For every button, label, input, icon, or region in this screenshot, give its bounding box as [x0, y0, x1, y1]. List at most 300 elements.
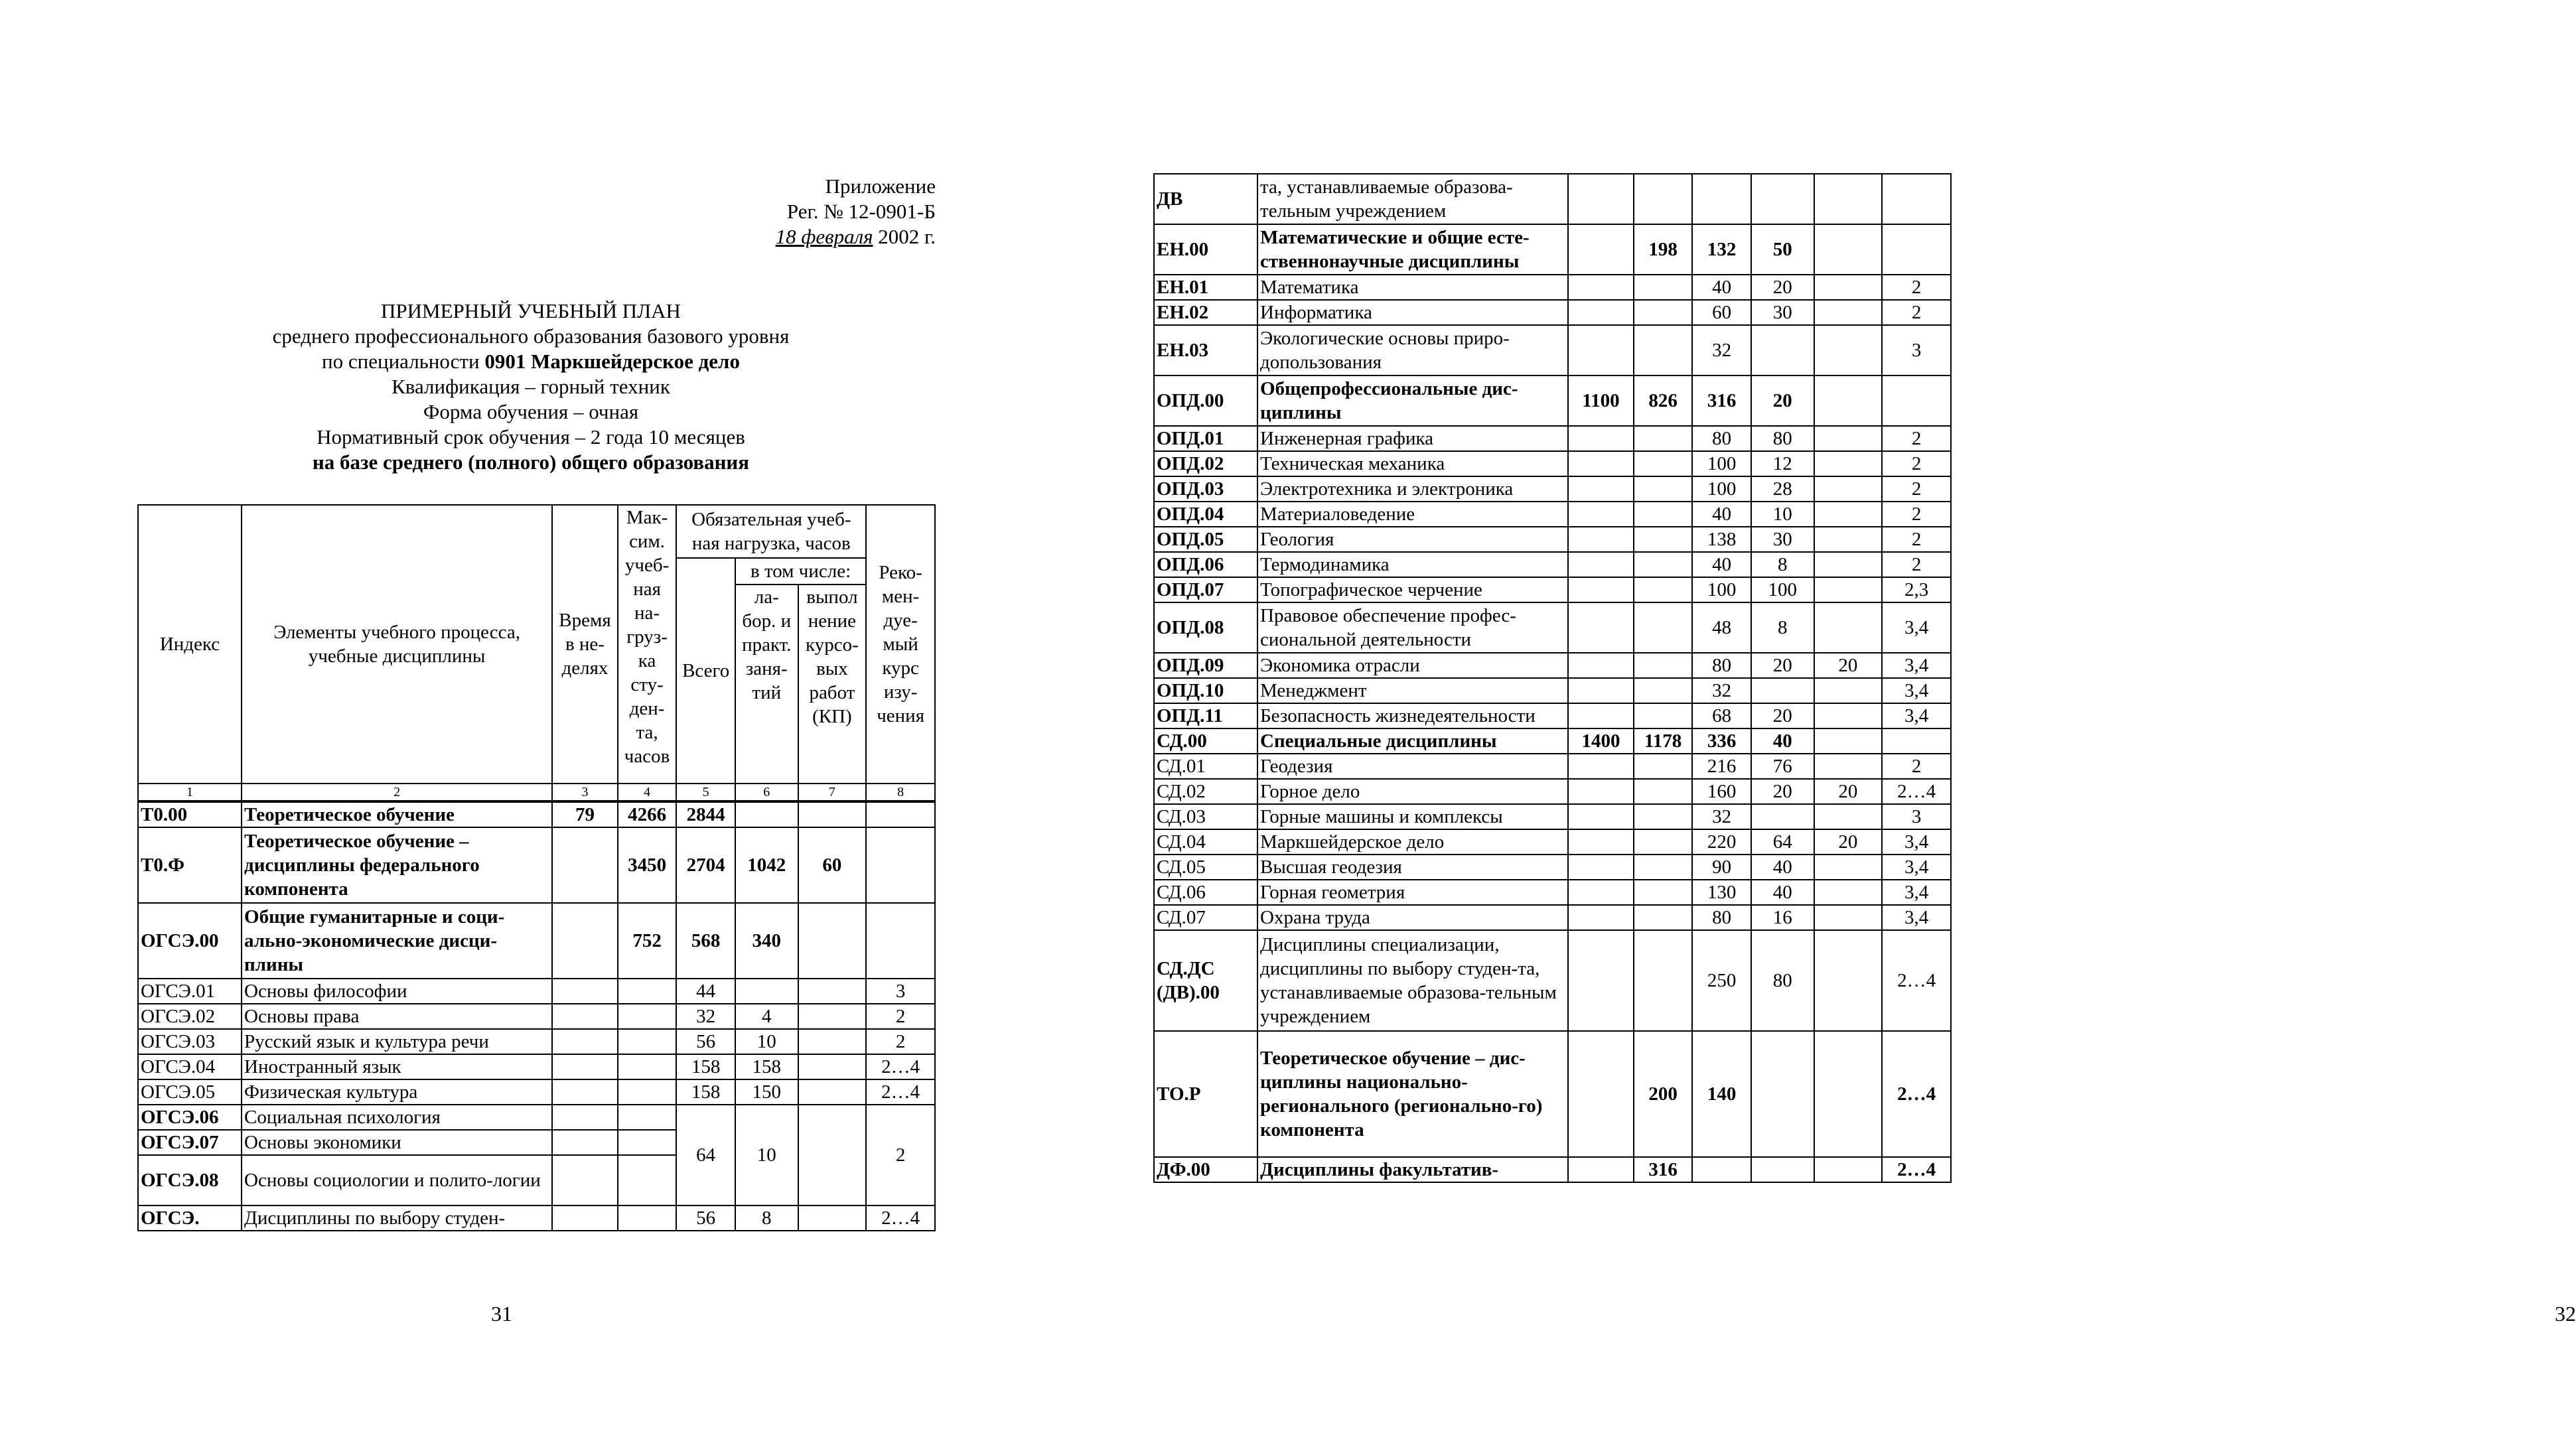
row-course: 2…4 — [866, 1054, 935, 1079]
row-index: ОПД.04 — [1154, 502, 1257, 527]
row-max — [1634, 602, 1693, 653]
row-kp — [798, 1079, 867, 1105]
row-labs: 158 — [735, 1054, 798, 1079]
row-max — [1634, 426, 1693, 451]
row-kp — [1814, 502, 1883, 527]
column-number: 3 — [552, 784, 618, 801]
row-kp — [1814, 325, 1883, 376]
row-labs: 10 — [1751, 502, 1814, 527]
row-max — [1634, 829, 1693, 855]
row-max — [1634, 325, 1693, 376]
table-row — [138, 1079, 935, 1105]
row-total: 2844 — [676, 801, 735, 827]
curriculum-table-left — [137, 504, 936, 1231]
row-max: 752 — [618, 903, 677, 979]
row-weeks — [1568, 502, 1634, 527]
plan-qualification: Квалификация – горный техник — [392, 375, 670, 398]
header-max-load: Мак-сим. учеб-ная на-груз-ка сту-ден-та, часов — [618, 505, 677, 784]
row-discipline-name: Техническая механика — [1257, 451, 1568, 476]
table-row — [1154, 577, 1951, 602]
table-row — [1154, 653, 1951, 678]
row-max — [1634, 703, 1693, 728]
table-row — [1154, 502, 1951, 527]
row-discipline-name: Геодезия — [1257, 754, 1568, 779]
row-max: 316 — [1634, 1157, 1693, 1182]
row-course: 3,4 — [1882, 653, 1951, 678]
row-weeks — [552, 827, 618, 903]
curriculum-table-right — [1153, 173, 1952, 1183]
row-kp — [1814, 678, 1883, 703]
row-weeks — [1568, 275, 1634, 300]
row-max — [1634, 174, 1693, 224]
column-number: 4 — [618, 784, 677, 801]
row-course: 2 — [1882, 451, 1951, 476]
row-index: ОГСЭ.03 — [138, 1029, 242, 1054]
row-total: 220 — [1692, 829, 1751, 855]
header-recommended-course: Реко-мен-дуе-мый курс изу-чения — [866, 505, 935, 784]
row-weeks — [552, 1079, 618, 1105]
row-kp — [1814, 880, 1883, 905]
row-course: 3,4 — [1882, 602, 1951, 653]
plan-study-term: Нормативный срок обучения – 2 года 10 месяцев — [317, 425, 745, 448]
table-row — [1154, 426, 1951, 451]
row-labs: 40 — [1751, 880, 1814, 905]
row-max — [1634, 653, 1693, 678]
row-max — [1634, 552, 1693, 577]
row-max — [618, 1205, 677, 1231]
header-including: в том числе: — [735, 558, 866, 584]
row-discipline-name: Высшая геодезия — [1257, 855, 1568, 880]
page-number: 32 — [2555, 1302, 2576, 1326]
row-labs — [1751, 325, 1814, 376]
row-index: ОПД.11 — [1154, 703, 1257, 728]
row-max — [618, 1054, 677, 1079]
table-row — [138, 1004, 935, 1029]
row-kp — [798, 1205, 867, 1231]
row-total: 48 — [1692, 602, 1751, 653]
row-total: 32 — [1692, 325, 1751, 376]
row-total: 100 — [1692, 451, 1751, 476]
column-number: 8 — [866, 784, 935, 801]
row-labs: 100 — [1751, 577, 1814, 602]
row-course: 2…4 — [1882, 1031, 1951, 1157]
row-total: 60 — [1692, 300, 1751, 325]
header-index: Индекс — [138, 505, 242, 784]
row-discipline-name: Социальная психология — [242, 1105, 552, 1130]
table-row — [1154, 804, 1951, 829]
row-total: 64 — [676, 1105, 735, 1205]
row-kp: 20 — [1814, 653, 1883, 678]
row-discipline-name: Специальные дисциплины — [1257, 728, 1568, 754]
row-discipline-name: Геология — [1257, 527, 1568, 552]
row-index: СД.ДС (ДВ).00 — [1154, 930, 1257, 1031]
row-labs: 30 — [1751, 300, 1814, 325]
row-kp — [1814, 300, 1883, 325]
plan-title-block — [136, 299, 926, 475]
row-weeks — [1568, 678, 1634, 703]
row-labs — [1751, 1031, 1814, 1157]
row-max — [618, 1079, 677, 1105]
row-kp — [1814, 451, 1883, 476]
row-total: 138 — [1692, 527, 1751, 552]
row-labs: 40 — [1751, 855, 1814, 880]
row-max — [1634, 804, 1693, 829]
row-weeks — [552, 1029, 618, 1054]
row-kp — [1814, 552, 1883, 577]
table-row — [1154, 1157, 1951, 1182]
row-max: 198 — [1634, 224, 1693, 275]
row-index: ОПД.01 — [1154, 426, 1257, 451]
row-labs: 30 — [1751, 527, 1814, 552]
table-row — [1154, 602, 1951, 653]
row-total: 130 — [1692, 880, 1751, 905]
table-row — [1154, 1031, 1951, 1157]
table-row — [1154, 905, 1951, 930]
row-labs — [1751, 1157, 1814, 1182]
row-index: ТО.Р — [1154, 1031, 1257, 1157]
row-total: 250 — [1692, 930, 1751, 1031]
row-weeks — [552, 1004, 618, 1029]
row-total: 2704 — [676, 827, 735, 903]
row-labs: 150 — [735, 1079, 798, 1105]
row-labs: 16 — [1751, 905, 1814, 930]
row-discipline-name: Математические и общие есте-ственнонаучные дисциплины — [1257, 224, 1568, 275]
row-total: 216 — [1692, 754, 1751, 779]
registration-number: Рег. № 12-0901-Б — [786, 200, 936, 223]
row-max — [1634, 880, 1693, 905]
row-index: ОПД.10 — [1154, 678, 1257, 703]
row-labs: 4 — [735, 1004, 798, 1029]
row-index: ОГСЭ.07 — [138, 1130, 242, 1155]
plan-heading: ПРИМЕРНЫЙ УЧЕБНЫЙ ПЛАН — [381, 299, 681, 322]
row-course — [1882, 728, 1951, 754]
row-labs: 80 — [1751, 930, 1814, 1031]
table-row — [1154, 880, 1951, 905]
row-total: 68 — [1692, 703, 1751, 728]
row-index: ЕН.03 — [1154, 325, 1257, 376]
row-kp — [1814, 426, 1883, 451]
column-numbers-row — [138, 784, 935, 801]
row-discipline-name: Основы экономики — [242, 1130, 552, 1155]
row-labs — [735, 979, 798, 1004]
row-max — [1634, 527, 1693, 552]
row-weeks — [1568, 1031, 1634, 1157]
row-course: 3,4 — [1882, 905, 1951, 930]
table-row — [1154, 552, 1951, 577]
row-kp — [1814, 728, 1883, 754]
row-discipline-name: Горные машины и комплексы — [1257, 804, 1568, 829]
row-course: 2…4 — [1882, 1157, 1951, 1182]
row-max — [1634, 300, 1693, 325]
row-course: 2 — [866, 1105, 935, 1205]
row-discipline-name: Теоретическое обучение – дис-циплины национально-регионального (регионально-го) компонента — [1257, 1031, 1568, 1157]
row-index: ОПД.08 — [1154, 602, 1257, 653]
row-discipline-name: Экологические основы приро-допользования — [1257, 325, 1568, 376]
header-coursework: выпол нение курсо-вых работ (КП) — [798, 584, 867, 784]
appendix-label: Приложение — [825, 174, 936, 198]
row-weeks — [1568, 703, 1634, 728]
row-kp — [1814, 527, 1883, 552]
row-discipline-name: Основы социологии и полито-логии — [242, 1155, 552, 1205]
row-max — [1634, 754, 1693, 779]
row-kp — [798, 1105, 867, 1205]
row-course: 2 — [1882, 275, 1951, 300]
table-row — [138, 1105, 935, 1130]
row-discipline-name: Горная геометрия — [1257, 880, 1568, 905]
row-index: ОГСЭ.04 — [138, 1054, 242, 1079]
row-max — [1634, 502, 1693, 527]
row-kp — [798, 1029, 867, 1054]
row-weeks — [1568, 880, 1634, 905]
row-weeks — [1568, 577, 1634, 602]
row-weeks — [1568, 930, 1634, 1031]
specialty-prefix: по специальности — [322, 350, 485, 373]
row-index: ОПД.09 — [1154, 653, 1257, 678]
table-row — [1154, 855, 1951, 880]
row-max — [1634, 905, 1693, 930]
row-weeks — [552, 1155, 618, 1205]
row-course: 2 — [1882, 476, 1951, 502]
row-weeks — [552, 979, 618, 1004]
row-total: 80 — [1692, 905, 1751, 930]
row-index: ЕН.02 — [1154, 300, 1257, 325]
row-course: 3,4 — [1882, 880, 1951, 905]
row-index: ДФ.00 — [1154, 1157, 1257, 1182]
row-labs: 20 — [1751, 779, 1814, 804]
row-labs: 40 — [1751, 728, 1814, 754]
row-weeks — [1568, 602, 1634, 653]
row-total: 568 — [676, 903, 735, 979]
row-discipline-name: Горное дело — [1257, 779, 1568, 804]
row-total: 40 — [1692, 552, 1751, 577]
row-index: ЕН.00 — [1154, 224, 1257, 275]
row-course: 2…4 — [866, 1205, 935, 1231]
row-max: 3450 — [618, 827, 677, 903]
row-kp — [1814, 754, 1883, 779]
row-weeks — [1568, 300, 1634, 325]
row-max — [618, 1105, 677, 1130]
row-discipline-name: Физическая культура — [242, 1079, 552, 1105]
row-labs: 20 — [1751, 275, 1814, 300]
row-max — [1634, 451, 1693, 476]
row-weeks — [1568, 426, 1634, 451]
row-course: 3 — [1882, 804, 1951, 829]
row-weeks — [1568, 527, 1634, 552]
row-total: 316 — [1692, 376, 1751, 426]
row-max — [618, 979, 677, 1004]
row-index: ОГСЭ.02 — [138, 1004, 242, 1029]
row-discipline-name: Русский язык и культура речи — [242, 1029, 552, 1054]
table-row — [1154, 930, 1951, 1031]
row-discipline-name: Иностранный язык — [242, 1054, 552, 1079]
table-row — [1154, 325, 1951, 376]
row-weeks — [1568, 829, 1634, 855]
row-labs: 64 — [1751, 829, 1814, 855]
header-obligatory-load: Обязательная учеб-ная нагрузка, часов — [676, 505, 866, 558]
table-row — [138, 1054, 935, 1079]
row-max — [1634, 476, 1693, 502]
table-row — [138, 903, 935, 979]
row-total: 32 — [1692, 804, 1751, 829]
row-labs: 20 — [1751, 703, 1814, 728]
row-discipline-name: Дисциплины факультатив- — [1257, 1157, 1568, 1182]
table-row — [1154, 275, 1951, 300]
row-kp — [1814, 174, 1883, 224]
row-index: СД.02 — [1154, 779, 1257, 804]
row-course — [866, 827, 935, 903]
table-row — [1154, 678, 1951, 703]
row-kp: 60 — [798, 827, 867, 903]
column-number: 5 — [676, 784, 735, 801]
row-index: ОПД.03 — [1154, 476, 1257, 502]
row-total: 44 — [676, 979, 735, 1004]
row-weeks: 1400 — [1568, 728, 1634, 754]
row-index: ОПД.02 — [1154, 451, 1257, 476]
row-kp — [1814, 930, 1883, 1031]
row-discipline-name: Безопасность жизнедеятельности — [1257, 703, 1568, 728]
row-weeks — [1568, 653, 1634, 678]
row-discipline-name: Математика — [1257, 275, 1568, 300]
row-weeks — [552, 1054, 618, 1079]
row-labs: 28 — [1751, 476, 1814, 502]
row-discipline-name: Теоретическое обучение – дисциплины федерального компонента — [242, 827, 552, 903]
row-index: СД.05 — [1154, 855, 1257, 880]
row-course: 2 — [1882, 527, 1951, 552]
row-kp — [1814, 855, 1883, 880]
page-number: 31 — [491, 1302, 512, 1326]
header-elements: Элементы учебного процесса, учебные дисциплины — [242, 505, 552, 784]
row-course — [1882, 174, 1951, 224]
row-labs — [735, 801, 798, 827]
row-course: 2…4 — [1882, 930, 1951, 1031]
plan-study-form: Форма обучения – очная — [423, 400, 639, 423]
row-kp — [1814, 602, 1883, 653]
row-max — [618, 1155, 677, 1205]
row-total: 56 — [676, 1029, 735, 1054]
row-kp — [798, 1004, 867, 1029]
table-row — [138, 1205, 935, 1231]
table-row — [1154, 829, 1951, 855]
specialty-name: 0901 Маркшейдерское дело — [484, 350, 740, 373]
row-labs: 76 — [1751, 754, 1814, 779]
row-total — [1692, 174, 1751, 224]
table-row — [138, 827, 935, 903]
row-index: ЕН.01 — [1154, 275, 1257, 300]
row-labs: 12 — [1751, 451, 1814, 476]
row-total — [1692, 1157, 1751, 1182]
row-discipline-name: Маркшейдерское дело — [1257, 829, 1568, 855]
column-number: 2 — [242, 784, 552, 801]
row-weeks — [1568, 779, 1634, 804]
table-row — [1154, 728, 1951, 754]
column-number: 6 — [735, 784, 798, 801]
row-course: 3 — [866, 979, 935, 1004]
row-labs: 8 — [735, 1205, 798, 1231]
row-total: 40 — [1692, 275, 1751, 300]
row-weeks — [1568, 476, 1634, 502]
row-discipline-name: Охрана труда — [1257, 905, 1568, 930]
row-kp — [1814, 1157, 1883, 1182]
row-total: 100 — [1692, 577, 1751, 602]
row-kp — [1814, 703, 1883, 728]
row-index: СД.01 — [1154, 754, 1257, 779]
row-weeks — [1568, 552, 1634, 577]
row-course — [866, 903, 935, 979]
row-total: 80 — [1692, 653, 1751, 678]
table-row — [138, 801, 935, 827]
row-max: 826 — [1634, 376, 1693, 426]
row-total: 32 — [676, 1004, 735, 1029]
row-discipline-name: Дисциплины специализации, дисциплины по выбору студен-та, устанавливаемые образова-тельным учреждением — [1257, 930, 1568, 1031]
row-index: СД.07 — [1154, 905, 1257, 930]
row-discipline-name: Электротехника и электроника — [1257, 476, 1568, 502]
row-index: ОПД.00 — [1154, 376, 1257, 426]
row-labs: 340 — [735, 903, 798, 979]
row-course: 2 — [1882, 754, 1951, 779]
row-discipline-name: Общие гуманитарные и соци-ально-экономические дисци-плины — [242, 903, 552, 979]
table-row — [138, 1029, 935, 1054]
table-row — [138, 979, 935, 1004]
row-total: 100 — [1692, 476, 1751, 502]
row-total: 160 — [1692, 779, 1751, 804]
row-total: 158 — [676, 1079, 735, 1105]
row-index: ОПД.06 — [1154, 552, 1257, 577]
row-weeks — [1568, 754, 1634, 779]
row-course: 2…4 — [1882, 779, 1951, 804]
row-index: СД.00 — [1154, 728, 1257, 754]
row-kp — [1814, 1031, 1883, 1157]
row-weeks — [1568, 1157, 1634, 1182]
row-course: 3,4 — [1882, 829, 1951, 855]
row-weeks — [552, 1105, 618, 1130]
row-max — [618, 1004, 677, 1029]
column-number: 7 — [798, 784, 867, 801]
row-total: 56 — [676, 1205, 735, 1231]
row-labs — [1751, 804, 1814, 829]
row-course: 2,3 — [1882, 577, 1951, 602]
row-total: 90 — [1692, 855, 1751, 880]
row-weeks — [552, 1205, 618, 1231]
row-course: 2 — [1882, 426, 1951, 451]
row-total: 140 — [1692, 1031, 1751, 1157]
row-discipline-name: Правовое обеспечение профес-сиональной деятельности — [1257, 602, 1568, 653]
row-weeks — [1568, 905, 1634, 930]
row-index: ОГСЭ.05 — [138, 1079, 242, 1105]
row-labs — [1751, 174, 1814, 224]
row-discipline-name: Основы философии — [242, 979, 552, 1004]
row-course: 2 — [866, 1004, 935, 1029]
row-max — [1634, 930, 1693, 1031]
plan-specialty — [136, 349, 926, 374]
row-discipline-name: та, устанавливаемые образова-тельным учреждением — [1257, 174, 1568, 224]
table-row — [1154, 754, 1951, 779]
row-weeks — [552, 903, 618, 979]
row-max — [1634, 855, 1693, 880]
row-kp — [798, 801, 867, 827]
row-discipline-name: Инженерная графика — [1257, 426, 1568, 451]
row-index: ОГСЭ.01 — [138, 979, 242, 1004]
row-weeks — [1568, 174, 1634, 224]
table-row — [1154, 476, 1951, 502]
row-weeks — [1568, 325, 1634, 376]
approval-date-day: 18 февраля — [775, 225, 873, 248]
row-kp — [798, 1054, 867, 1079]
row-max: 200 — [1634, 1031, 1693, 1157]
row-labs — [1751, 678, 1814, 703]
row-discipline-name: Теоретическое обучение — [242, 801, 552, 827]
row-kp — [1814, 275, 1883, 300]
row-index: ОПД.07 — [1154, 577, 1257, 602]
